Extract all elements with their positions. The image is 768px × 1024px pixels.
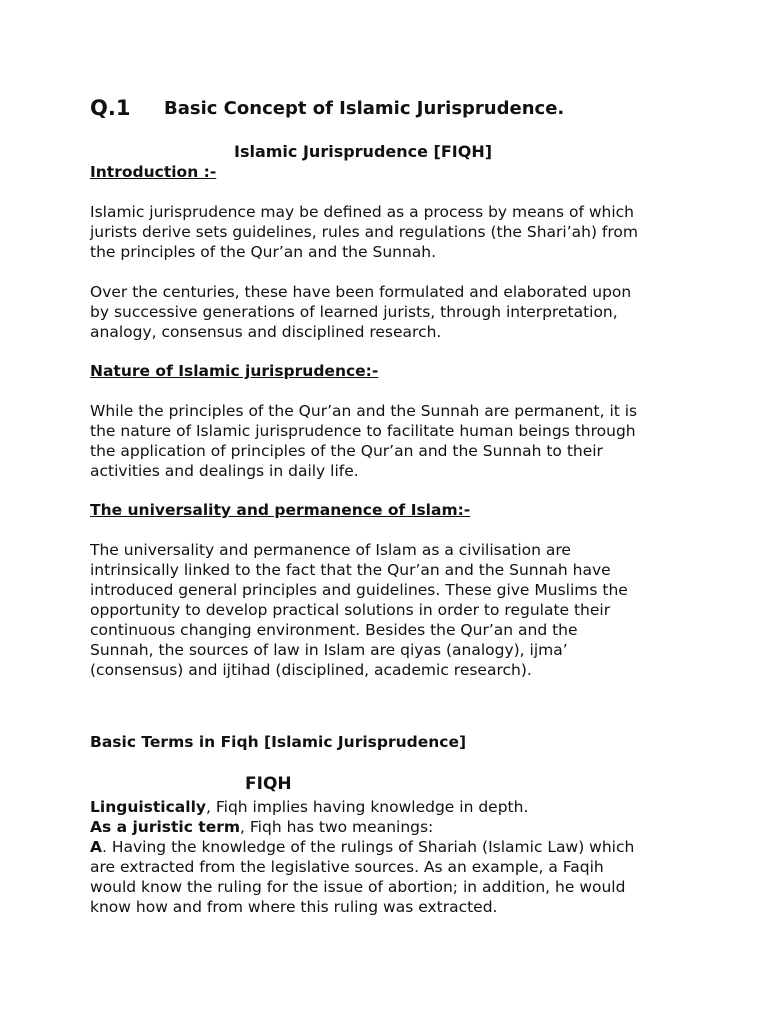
- linguistically-text: , Fiqh implies having knowledge in depth.: [206, 798, 529, 816]
- linguistically-label: Linguistically: [90, 798, 206, 816]
- text-line: opportunity to develop practical solutions in order to regulate their: [90, 601, 611, 619]
- text-line: know how and from where this ruling was extracted.: [90, 898, 498, 916]
- juristic-label: As a juristic term: [90, 818, 241, 836]
- text-line: analogy, consensus and disciplined research.: [90, 323, 442, 341]
- text-line: Over the centuries, these have been formulated and elaborated upon: [90, 283, 632, 301]
- text-line: are extracted from the legislative sources. As an example, a Faqih: [90, 858, 604, 876]
- text-line: Sunnah, the sources of law in Islam are qiyas (analogy), ijma’: [90, 641, 568, 659]
- text-line: The universality and permanence of Islam as a civilisation are: [90, 541, 571, 559]
- point-a-line: [90, 837, 730, 857]
- text-line: (consensus) and ijtihad (disciplined, academic research).: [90, 661, 532, 679]
- introduction-paragraph-1: [90, 202, 730, 262]
- fiqh-definitions: [90, 797, 730, 917]
- fiqh-title: FIQH: [245, 774, 292, 794]
- text-line: Islamic jurisprudence may be defined as a process by means of which: [90, 203, 635, 221]
- question-number: Q.1: [90, 96, 131, 120]
- universality-heading: The universality and permanence of Islam:-: [90, 501, 471, 519]
- text-line: the principles of the Qur’an and the Sunnah.: [90, 243, 437, 261]
- text-line: While the principles of the Qur’an and the Sunnah are permanent, it is: [90, 402, 638, 420]
- document-heading: Islamic Jurisprudence [FIQH]: [234, 142, 493, 161]
- text-line: continuous changing environment. Besides the Qur’an and the: [90, 621, 578, 639]
- nature-heading: Nature of Islamic jurisprudence:-: [90, 362, 379, 380]
- question-title: Basic Concept of Islamic Jurisprudence.: [164, 98, 565, 119]
- juristic-text: , Fiqh has two meanings:: [240, 818, 434, 836]
- text-line: activities and dealings in daily life.: [90, 462, 359, 480]
- juristic-definition: [90, 817, 730, 837]
- linguistic-definition: [90, 797, 730, 817]
- text-line: the application of principles of the Qur’an and the Sunnah to their: [90, 442, 603, 460]
- introduction-paragraph-2: [90, 282, 730, 342]
- basic-terms-heading: Basic Terms in Fiqh [Islamic Jurisprudence]: [90, 733, 467, 751]
- introduction-heading: Introduction :-: [90, 163, 217, 181]
- text-line: would know the ruling for the issue of abortion; in addition, he would: [90, 878, 626, 896]
- text-line: intrinsically linked to the fact that the Qur’an and the Sunnah have: [90, 561, 611, 579]
- text-line: introduced general principles and guidelines. These give Muslims the: [90, 581, 628, 599]
- text-line: the nature of Islamic jurisprudence to facilitate human beings through: [90, 422, 636, 440]
- universality-paragraph: [90, 540, 730, 680]
- nature-paragraph: [90, 401, 730, 481]
- point-a-text: . Having the knowledge of the rulings of Shariah (Islamic Law) which: [102, 838, 635, 856]
- text-line: by successive generations of learned jurists, through interpretation,: [90, 303, 618, 321]
- point-a-label: A: [90, 838, 102, 856]
- text-line: jurists derive sets guidelines, rules and regulations (the Shari’ah) from: [90, 223, 638, 241]
